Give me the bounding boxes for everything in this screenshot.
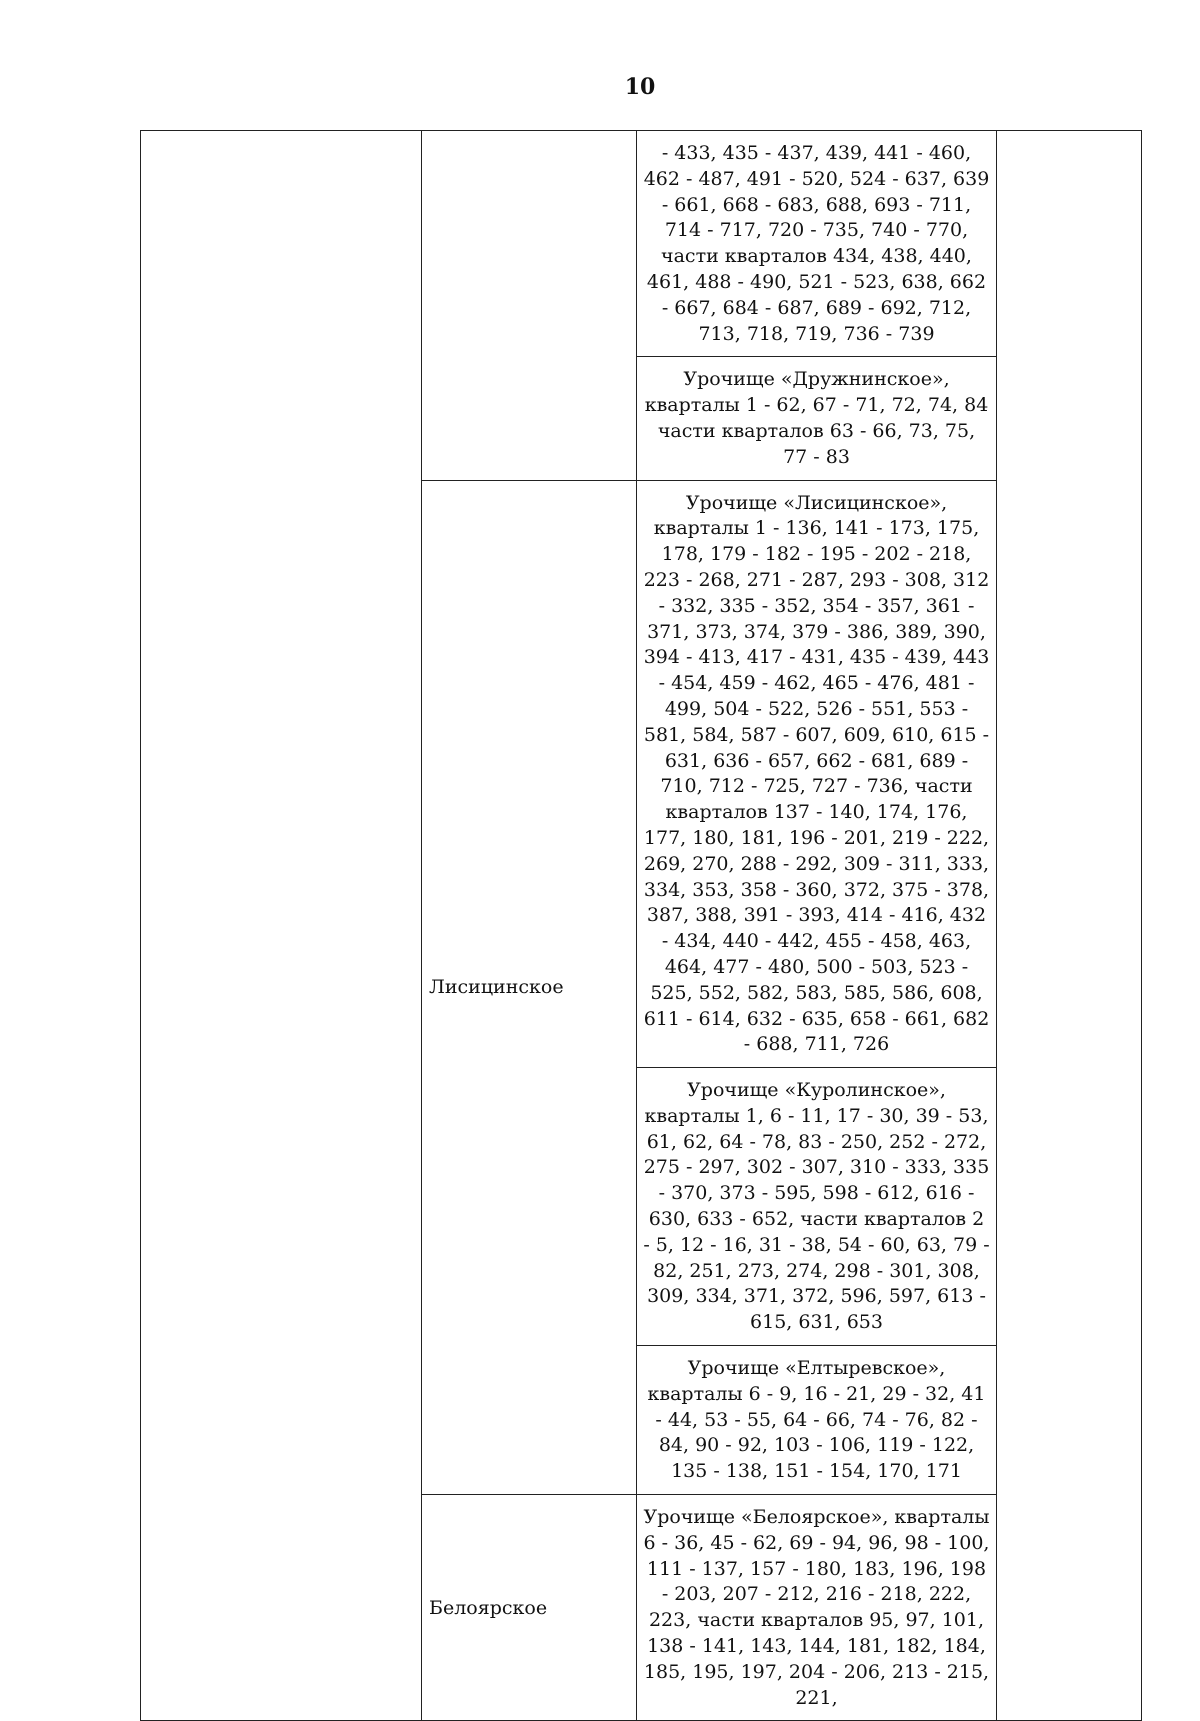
column-1-cell <box>141 131 422 1721</box>
tract-description: - 433, 435 - 437, 439, 441 - 460, 462 - 487, 491 - 520, 524 - 637, 639 - 661, 668 - 683, 688, 693 - 711, 714 - 717, 720 - 735, 740 - 770, части кварталов 434, 438, 440, 461, 488 - 490, 521 - 523, 638, 662 - 667, 684 - 687, 689 - 692, 712, 713, 718, 719, 736 - 739 <box>643 142 990 345</box>
tract-description: Урочище «Дружнинское», кварталы 1 - 62, 67 - 71, 72, 74, 84 части кварталов 63 - 66, 73, 75, 77 - 83 <box>644 368 989 468</box>
forestry-name-cell <box>422 1495 637 1721</box>
column-4-cell <box>997 131 1142 1721</box>
tract-description: Урочище «Лисицинское», кварталы 1 - 136, 141 - 173, 175, 178, 179 - 182 - 195 - 202 - 218, 223 - 268, 271 - 287, 293 - 308, 312 - 332, 335 - 352, 354 - 357, 361 - 371, 373, 374, 379 - 386, 389, 390, 394 - 413, 417 - 431, 435 - 439, 443 - 454, 459 - 462, 465 - 476, 481 - 499, 504 - 522, 526 - 551, 553 - 581, 584, 587 - 607, 609, 610, 615 - 631, 636 - 657, 662 - 681, 689 - 710, 712 - 725, 727 - 736, части кварталов 137 - 140, 174, 176, 177, 180, 181, 196 - 201, 219 - 222, 269, 270, 288 - 292, 309 - 311, 333, 334, 353, 358 - 360, 372, 375 - 378, 387, 388, 391 - 393, 414 - 416, 432 - 434, 440 - 442, 455 - 458, 463, 464, 477 - 480, 500 - 503, 523 - 525, 552, 582, 583, 585, 586, 608, 611 - 614, 632 - 635, 658 - 661, 682 - 688, 711, 726 <box>643 491 990 1056</box>
tract-description: Урочище «Белоярское», кварталы 6 - 36, 45 - 62, 69 - 94, 96, 98 - 100, 111 - 137, 157 - 180, 183, 196, 198 - 203, 207 - 212, 216 - 218, 222, 223, части кварталов 95, 97, 101, 138 - 141, 143, 144, 181, 182, 184, 185, 195, 197, 204 - 206, 213 - 215, 221, <box>643 1506 990 1709</box>
tract-cell <box>637 357 997 480</box>
forestry-name: Лисицинское <box>429 976 564 999</box>
tract-cell <box>637 1495 997 1721</box>
tract-cell <box>637 131 997 357</box>
tract-cell <box>637 1068 997 1346</box>
tract-cell <box>637 1346 997 1495</box>
table-row <box>141 131 1142 357</box>
tract-description: Урочище «Елтыревское», кварталы 6 - 9, 16 - 21, 29 - 32, 41 - 44, 53 - 55, 64 - 66, 74 - 76, 82 - 84, 90 - 92, 103 - 106, 119 - 122, 135 - 138, 151 - 154, 170, 171 <box>647 1357 986 1483</box>
forestry-name: Белоярское <box>429 1596 548 1619</box>
tract-description: Урочище «Куролинское», кварталы 1, 6 - 11, 17 - 30, 39 - 53, 61, 62, 64 - 78, 83 - 250, 252 - 272, 275 - 297, 302 - 307, 310 - 333, 335 - 370, 373 - 595, 598 - 612, 616 - 630, 633 - 652, части кварталов 2 - 5, 12 - 16, 31 - 38, 54 - 60, 63, 79 - 82, 251, 273, 274, 298 - 301, 308, 309, 334, 371, 372, 596, 597, 613 - 615, 631, 653 <box>643 1079 990 1334</box>
forestry-name-cell <box>422 480 637 1494</box>
page-number: 10 <box>624 74 656 100</box>
forestry-table <box>140 130 1142 1721</box>
tract-cell <box>637 480 997 1068</box>
forestry-name-cell <box>422 131 637 481</box>
